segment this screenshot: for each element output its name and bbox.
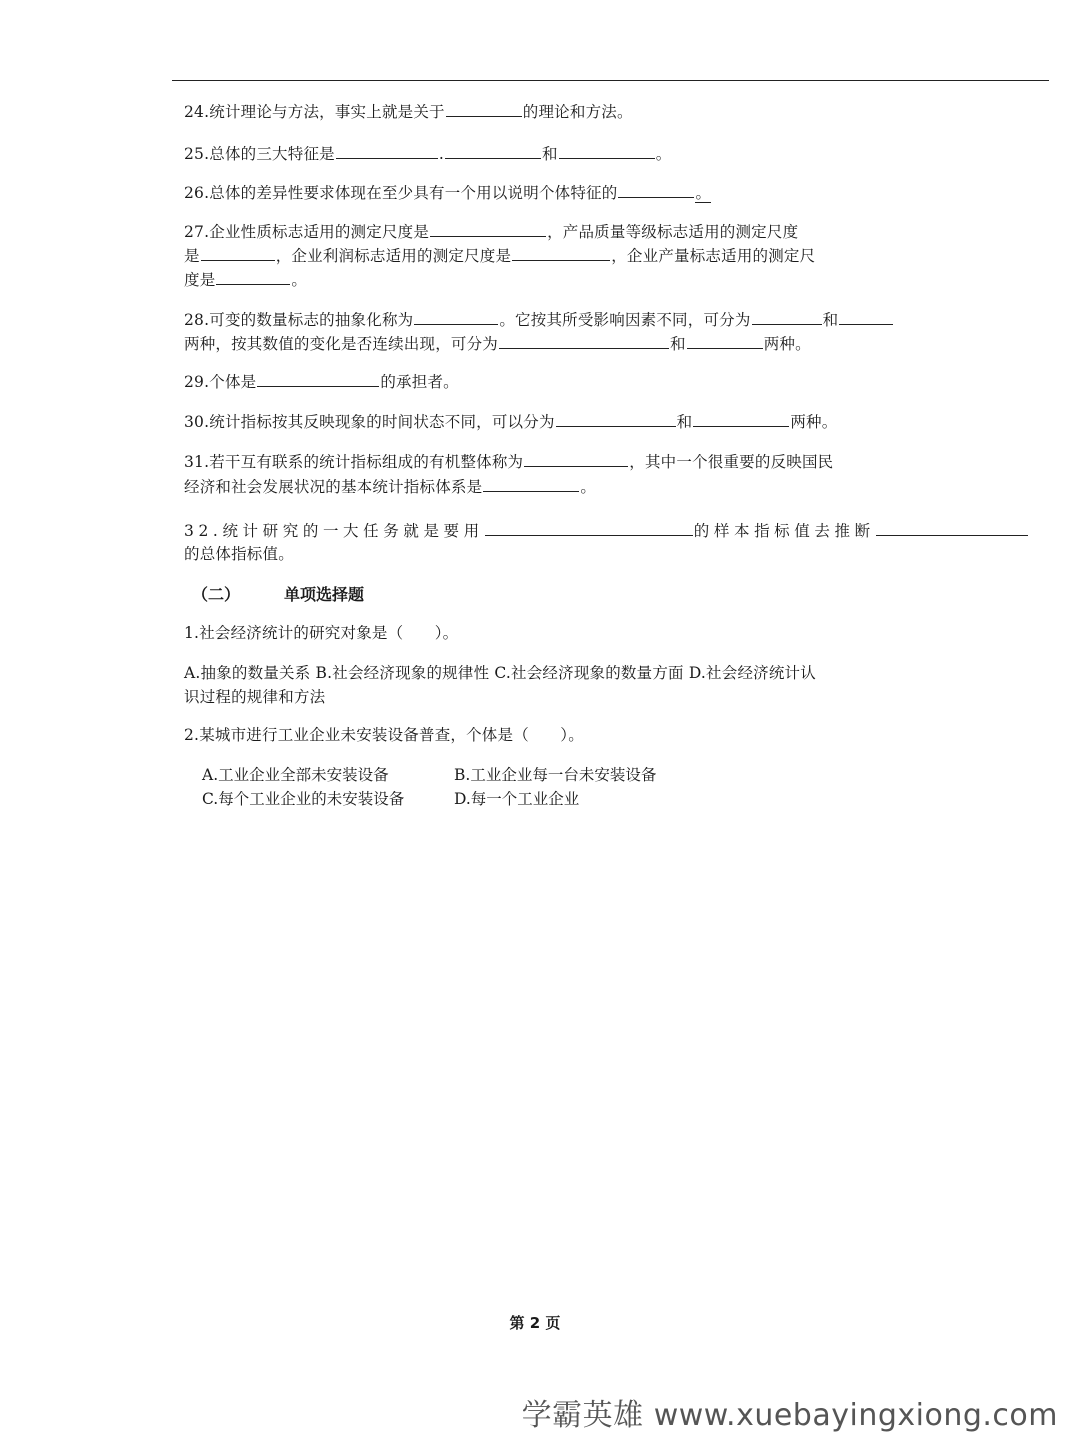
question-32-line-1: 32.统计研究的一大任务就是要用 的样本指标值去推断 (184, 518, 1029, 543)
answer-blank[interactable] (483, 474, 579, 492)
mc-question-1: 1.社会经济统计的研究对象是（ ）。 (184, 624, 459, 642)
answer-blank[interactable] (752, 307, 822, 325)
answer-blank[interactable] (336, 141, 438, 159)
header-rule (172, 80, 1049, 81)
answer-blank[interactable] (524, 449, 628, 467)
answer-blank[interactable] (430, 219, 546, 237)
question-30: 30.统计指标按其反映现象的时间状态不同，可以分为 和 两种。 (184, 409, 837, 434)
answer-blank[interactable] (414, 307, 498, 325)
question-28-line-2: 两种，按其数值的变化是否连续出现，可分为 和 两种。 (184, 331, 811, 356)
section-title: 单项选择题 (284, 585, 365, 604)
question-27-line-1: 27.企业性质标志适用的测定尺度是 ，产品质量等级标志适用的测定尺度 (184, 219, 798, 244)
answer-blank[interactable] (512, 243, 610, 261)
answer-blank[interactable] (687, 331, 763, 349)
mc-question-1-options-line-1: A.抽象的数量关系 B.社会经济现象的规律性 C.社会经济现象的数量方面 D.社会经济统计认 (184, 664, 816, 682)
question-32-line-2: 的总体指标值。 (184, 545, 294, 563)
question-31-line-1: 31.若干互有联系的统计指标组成的有机整体称为 ，其中一个很重要的反映国民 (184, 449, 833, 474)
mc-2-option-b[interactable]: B.工业企业每一台未安装设备 (454, 766, 657, 784)
section-number: （二） (192, 585, 241, 604)
answer-blank[interactable] (445, 141, 541, 159)
question-24: 24.统计理论与方法，事实上就是关于 的理论和方法。 (184, 99, 633, 124)
answer-blank[interactable] (618, 180, 694, 198)
answer-blank[interactable] (446, 99, 522, 117)
question-27-line-2: 是 ，企业利润标志适用的测定尺度是 ，企业产量标志适用的测定尺 (184, 243, 815, 268)
mc-2-option-a[interactable]: A.工业企业全部未安装设备 (202, 766, 389, 784)
answer-blank[interactable] (559, 141, 655, 159)
question-29: 29.个体是 的承担者。 (184, 369, 459, 394)
watermark: 学霸英雄 www.xuebayingxiong.com (521, 1398, 1058, 1433)
section-heading (192, 582, 365, 605)
answer-blank[interactable] (556, 409, 676, 427)
question-28-line-1: 28.可变的数量标志的抽象化称为 。它按其所受影响因素不同，可分为 和 (184, 307, 894, 332)
question-25: 25.总体的三大特征是 . 和 。 (184, 141, 671, 166)
answer-blank[interactable] (499, 331, 669, 349)
question-27-line-3: 度是 。 (184, 267, 307, 292)
answer-blank[interactable] (216, 267, 290, 285)
question-26: 26.总体的差异性要求体现在至少具有一个用以说明个体特征的 。 (184, 180, 711, 205)
mc-2-option-d[interactable]: D.每一个工业企业 (454, 790, 580, 808)
answer-blank[interactable] (485, 518, 693, 536)
answer-blank[interactable] (876, 518, 1028, 536)
answer-blank[interactable] (839, 307, 893, 325)
answer-blank[interactable] (257, 369, 379, 387)
question-31-line-2: 经济和社会发展状况的基本统计指标体系是 。 (184, 474, 596, 499)
mc-question-1-options-line-2: 识过程的规律和方法 (184, 688, 326, 706)
mc-2-option-c[interactable]: C.每个工业企业的未安装设备 (202, 790, 405, 808)
answer-blank[interactable] (201, 243, 275, 261)
page-number: 第 2 页 (509, 1314, 561, 1332)
answer-blank[interactable] (693, 409, 789, 427)
mc-question-2: 2.某城市进行工业企业未安装设备普查，个体是（ ）。 (184, 726, 584, 744)
